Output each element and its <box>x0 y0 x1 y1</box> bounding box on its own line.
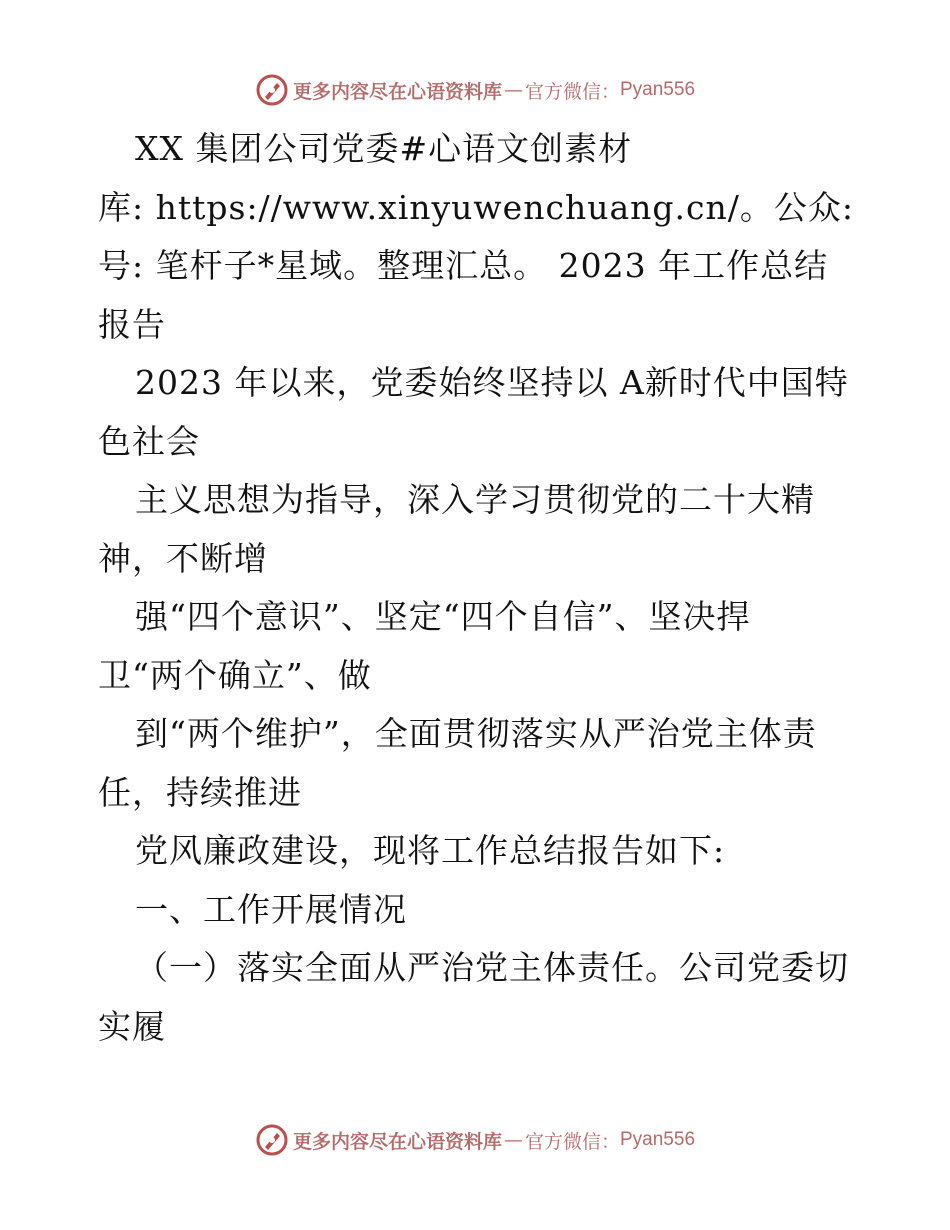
banner-wechat-id: Pyan556 <box>620 1129 696 1150</box>
doc-line: 卫“两个确立”、做 <box>98 655 372 695</box>
doc-line: 号: 笔杆子*星域。整理汇总。 2023 年工作总结 <box>98 246 829 285</box>
banner-separator: — <box>503 79 523 101</box>
banner-separator: — <box>503 1129 523 1151</box>
doc-line: 一、工作开展情况 <box>135 889 407 929</box>
doc-line: 主义思想为指导，深入学习贯彻党的二十大精 <box>135 480 815 519</box>
banner-wechat-label: 官方微信： <box>524 80 620 103</box>
pen-logo-icon <box>255 73 289 107</box>
banner-wechat-label: 官方微信： <box>524 1130 620 1153</box>
header-banner <box>0 70 950 110</box>
doc-line: 2023 年以来，党委始终坚持以 A新时代中国特 <box>135 363 849 402</box>
doc-line: 神，不断增 <box>98 538 268 578</box>
document-body <box>98 120 858 1056</box>
banner-text: 更多内容尽在心语资料库 <box>292 1130 502 1153</box>
footer-banner <box>0 1120 950 1160</box>
pen-logo-icon <box>255 1123 289 1157</box>
doc-line: 库: https://www.xinyuwenchuang.cn/。公众: <box>98 187 854 227</box>
doc-line: 强“四个意识”、坚定“四个自信”、坚决捍 <box>135 597 751 636</box>
doc-line: XX 集团公司党委#心语文创素材 <box>135 129 633 168</box>
doc-line: 任，持续推进 <box>98 772 302 812</box>
doc-line: （一）落实全面从严治党主体责任。公司党委切 <box>135 948 849 987</box>
doc-line: 报告 <box>98 304 166 344</box>
doc-line: 到“两个维护”，全面贯彻落实从严治党主体责 <box>135 714 817 753</box>
doc-line: 党风廉政建设，现将工作总结报告如下: <box>135 831 726 870</box>
banner-wechat-id: Pyan556 <box>620 79 696 100</box>
doc-line: 实履 <box>98 1006 166 1046</box>
doc-line: 色社会 <box>98 421 200 461</box>
banner-text: 更多内容尽在心语资料库 <box>292 80 502 103</box>
